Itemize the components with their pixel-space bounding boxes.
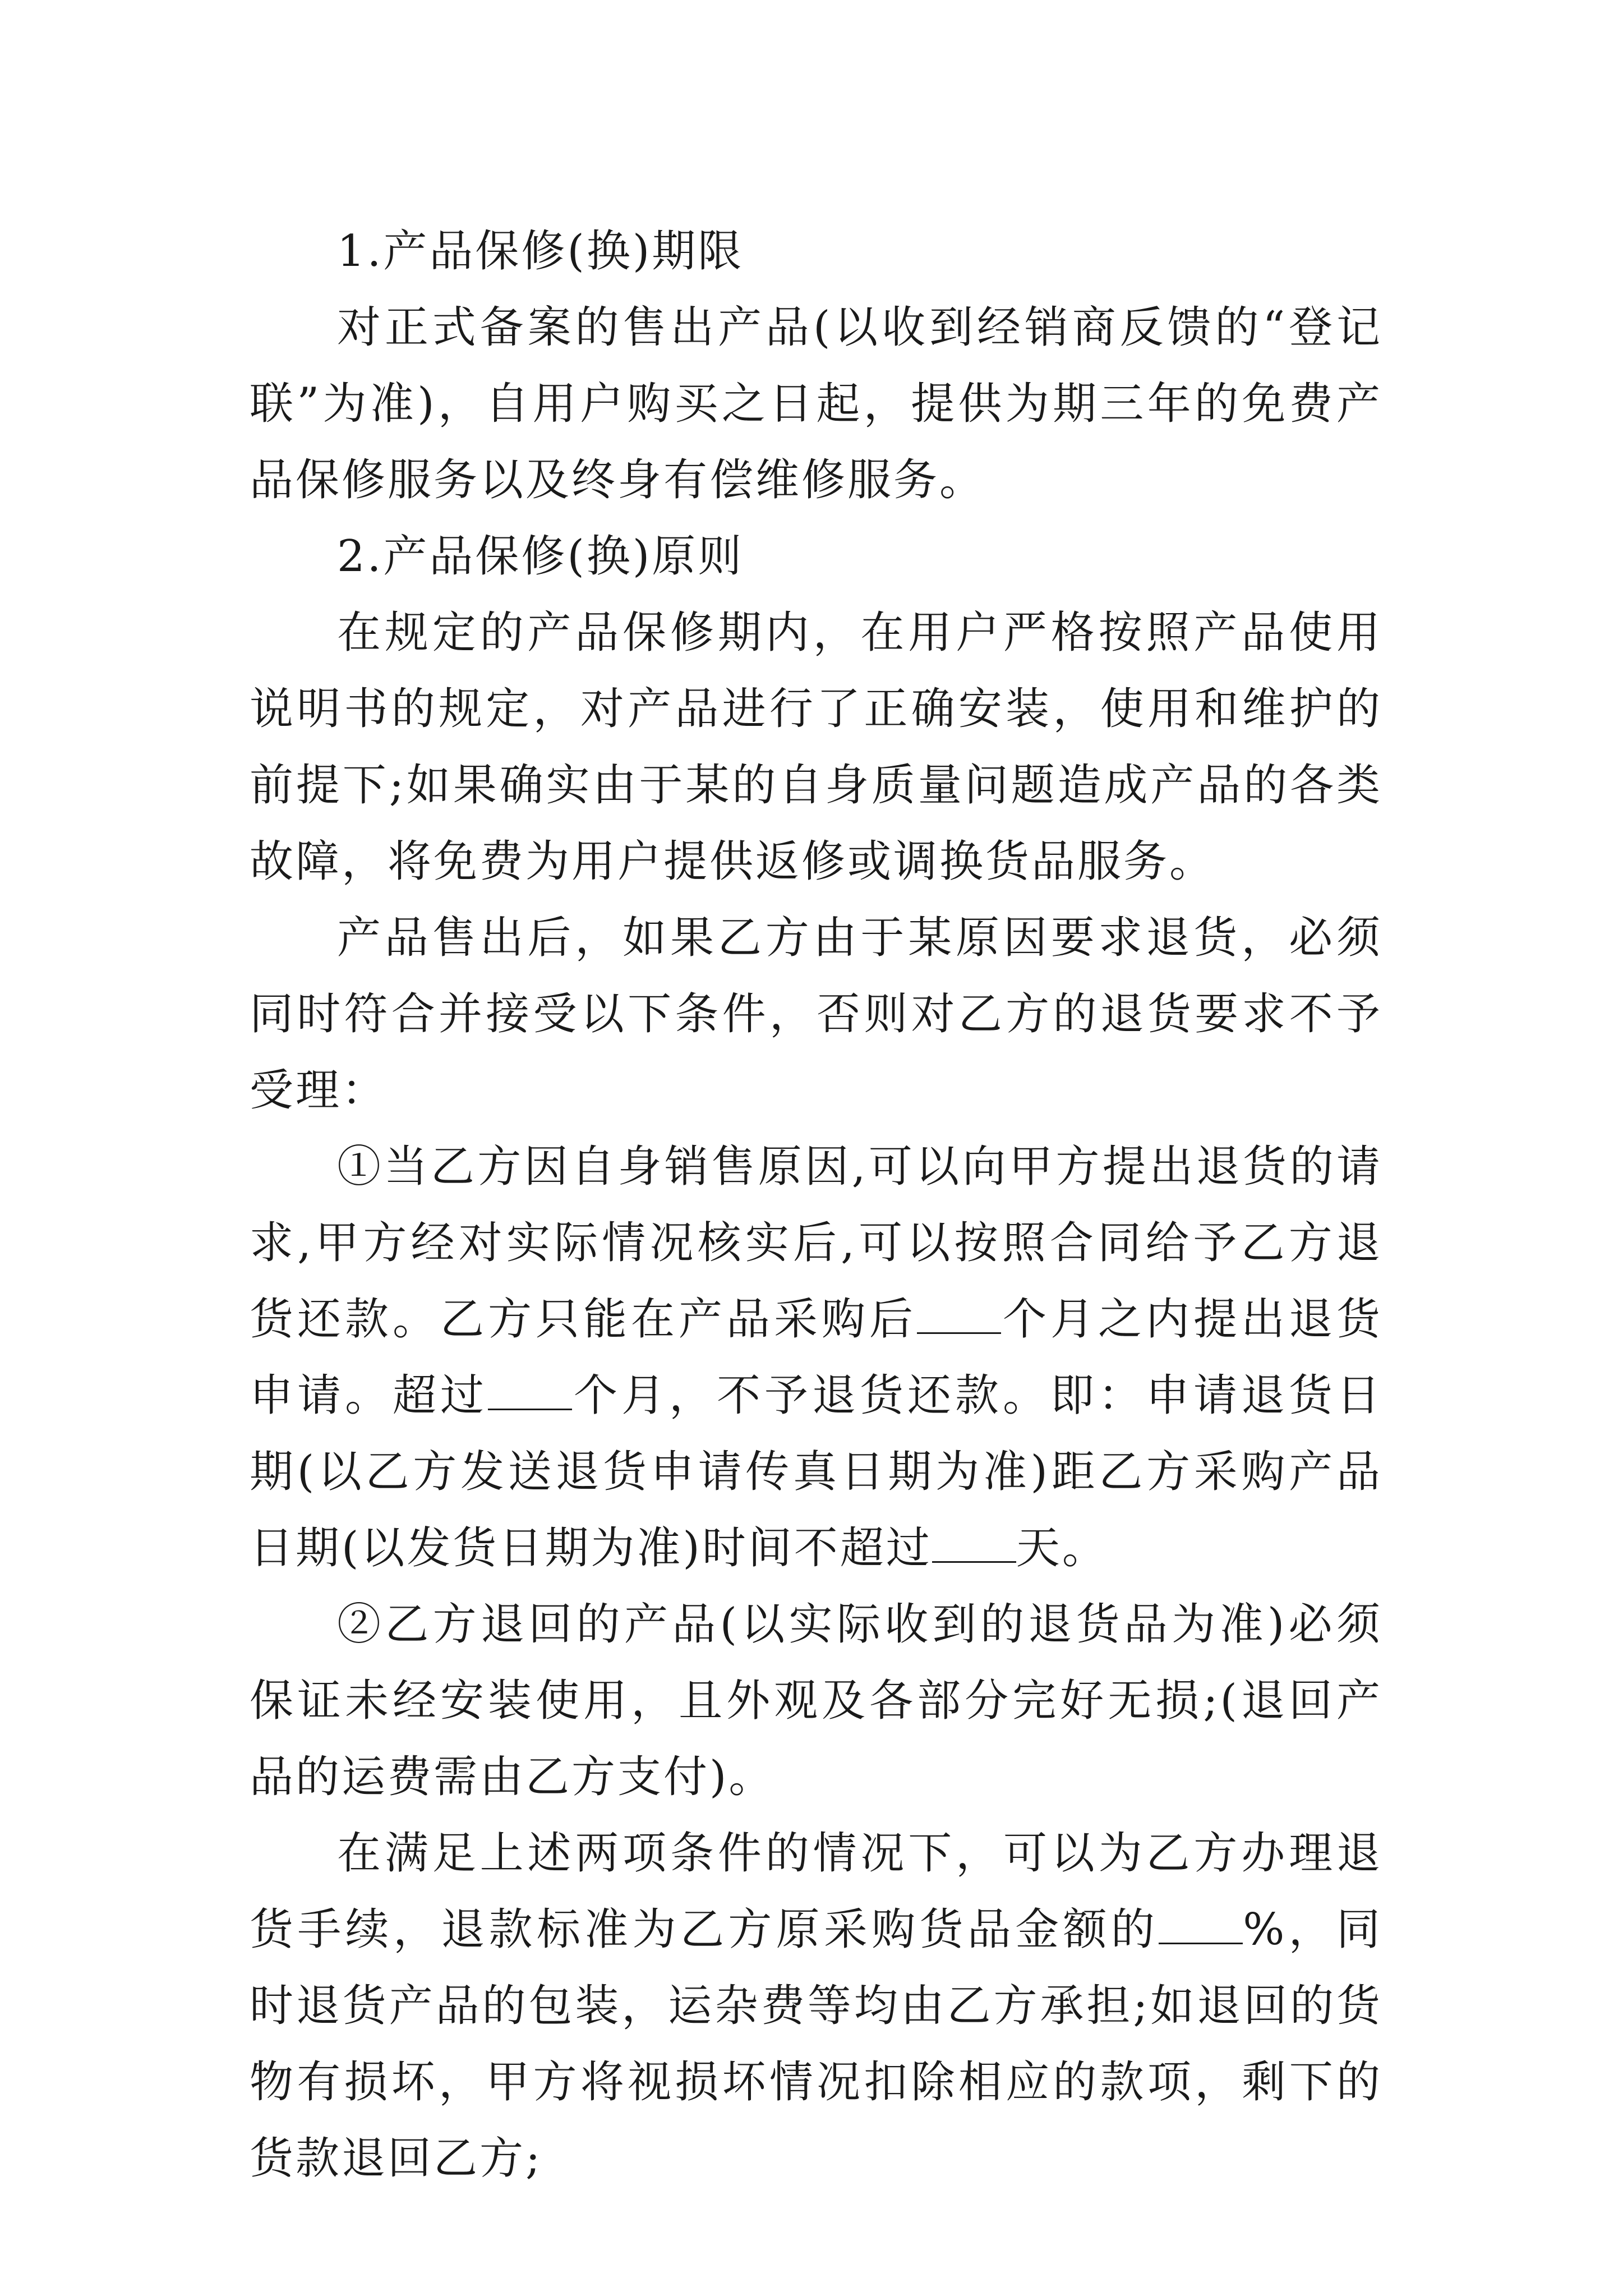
months-blank-2 [488,1375,572,1410]
condition1-text-2: 个月之内提出退货申请。超过 [250,1294,1382,1421]
condition1-text-4: 天。 [1016,1523,1108,1573]
days-blank [932,1527,1016,1563]
condition2-paragraph: ②乙方退回的产品(以实际收到的退货品为准)必须保证未经安装使用，且外观及各部分完好无损;(退回产品的运费需由乙方支付)。 [250,1599,1382,1802]
document-body [250,213,1382,2197]
condition1-text-1: ①当乙方因自身销售原因,可以向甲方提出退货的请求,甲方经对实际情况核实后,可以按照合同给予乙方退货还款。乙方只能在产品采购后 [250,1142,1382,1345]
condition1-text-3: 个月，不予退货还款。即：申请退货日期(以乙方发送退货申请传真日期为准)距乙方采购产品日期(以发货日期为准)时间不超过 [250,1370,1382,1573]
section1-heading: 1.产品保修(换)期限 [337,226,744,277]
section2-paragraph: 在规定的产品保修期内，在用户严格按照产品使用说明书的规定，对产品进行了正确安装，使用和维护的前提下;如果确实由于某的自身质量问题造成产品的各类故障，将免费为用户提供返修或调换货品服务。 [250,608,1382,887]
refund-paragraph [250,1815,1382,2197]
return-intro-paragraph: 产品售出后，如果乙方由于某原因要求退货，必须同时符合并接受以下条件，否则对乙方的退货要求不予受理： [250,913,1382,1116]
percent-blank [1159,1909,1243,1944]
section2-heading: 2.产品保修(换)原则 [337,531,744,582]
months-blank-1 [917,1299,1001,1334]
refund-text-2: %，同时退货产品的包装，运杂费等均由乙方承担;如退回的货物有损坏，甲方将视损坏情况扣除相应的款项，剩下的货款退回乙方; [250,1904,1382,2184]
refund-text-1: 在满足上述两项条件的情况下，可以为乙方办理退货手续，退款标准为乙方原采购货品金额的 [250,1828,1382,1955]
condition1-paragraph [250,1129,1382,1586]
section1-paragraph: 对正式备案的售出产品(以收到经销商反馈的“登记联”为准)，自用户购买之日起，提供为期三年的免费产品保修服务以及终身有偿维修服务。 [250,302,1382,505]
